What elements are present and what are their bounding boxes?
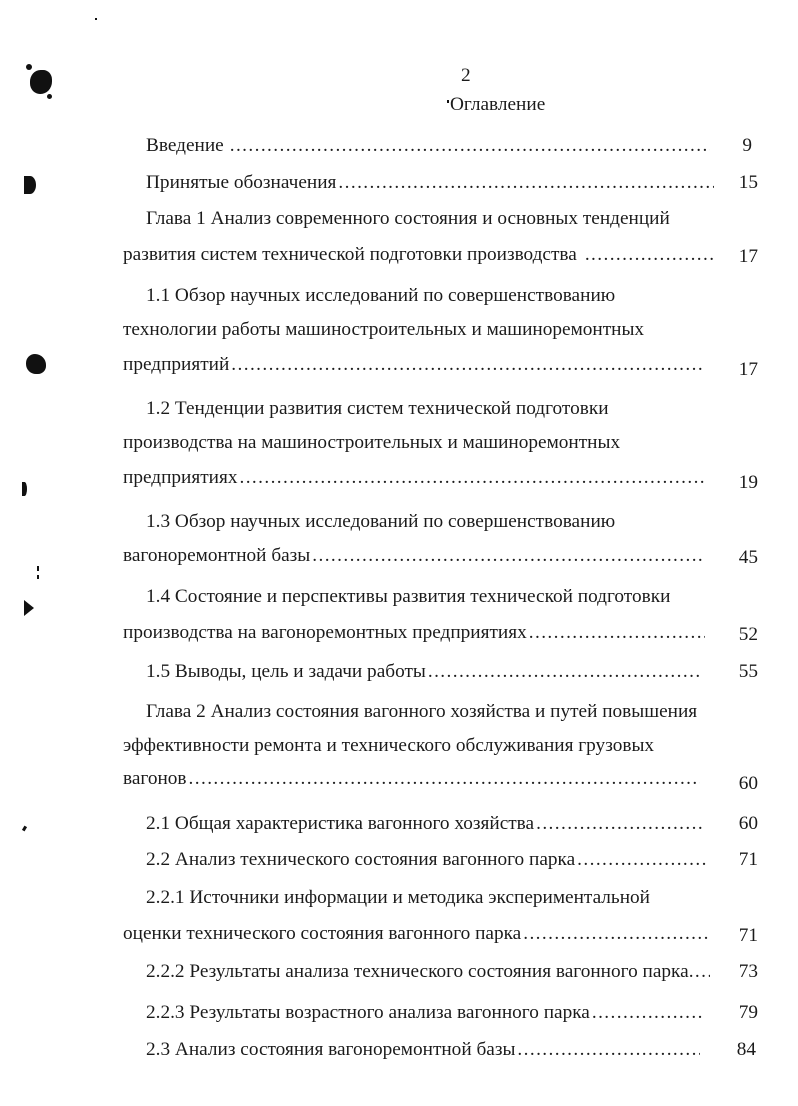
toc-page-number: 84	[736, 1039, 756, 1060]
page-number: 2	[461, 65, 471, 86]
toc-page-number: 9	[742, 135, 752, 156]
scan-speck	[447, 100, 449, 103]
dot-leader	[230, 135, 710, 157]
toc-entry-text: оценки технического состояния вагонного парка	[123, 923, 522, 944]
dot-leader	[523, 923, 708, 945]
toc-entry-line	[146, 813, 702, 835]
toc-entry-text: вагоноремонтной базы	[123, 545, 311, 566]
scan-blot	[24, 176, 36, 194]
toc-page-number: 60	[738, 813, 758, 834]
toc-page-number: 17	[738, 246, 758, 267]
toc-entry-text: эффективности ремонта и технического обслуживания грузовых	[123, 735, 655, 756]
toc-entry-line	[123, 768, 700, 790]
toc-page-number: 71	[738, 925, 758, 946]
toc-entry-text: Принятые обозначения	[146, 172, 337, 193]
dot-leader	[592, 1002, 702, 1024]
toc-entry-text: 2.2.3 Результаты возрастного анализа вагонного парка	[146, 1002, 590, 1023]
toc-entry-text: 1.2 Тенденции развития систем технической подготовки	[146, 398, 609, 419]
toc-entry-text: вагонов	[123, 768, 187, 789]
toc-entry-text: 1.4 Состояние и перспективы развития технической подготовки	[146, 586, 671, 607]
toc-entry-line	[146, 661, 700, 683]
toc-entry-text: 2.3 Анализ состояния вагоноремонтной базы	[146, 1039, 516, 1060]
toc-entry-line	[123, 354, 705, 376]
toc-entry-text: Введение	[146, 135, 224, 156]
toc-entry-text: 2.2.2 Результаты анализа технического состояния вагонного парка	[146, 961, 689, 982]
toc-entry-text: технологии работы машиностроительных и машиноремонтных	[123, 319, 645, 340]
scan-blot	[24, 600, 34, 616]
dot-leader	[529, 622, 705, 644]
toc-entry-line	[146, 172, 714, 194]
toc-entry-line	[146, 961, 710, 983]
toc-entry-text: развития систем технической подготовки производства	[123, 244, 577, 265]
toc-entry-text: 2.2.1 Источники информации и методика экспериментальной	[146, 887, 650, 908]
toc-entry-line	[123, 622, 705, 644]
toc-page-number: 15	[738, 172, 758, 193]
dot-leader	[338, 172, 714, 194]
toc-page-number: 19	[738, 472, 758, 493]
dot-leader	[536, 813, 702, 835]
toc-entry-text: Глава 2 Анализ состояния вагонного хозяйства и путей повышения	[146, 701, 698, 722]
toc-entry-line	[123, 545, 703, 567]
scan-speck	[95, 18, 97, 20]
scan-speck	[37, 566, 39, 571]
scan-blot	[26, 354, 46, 374]
toc-entry-text: предприятий	[123, 354, 230, 375]
scan-blot	[30, 70, 52, 94]
toc-entry-line	[123, 467, 706, 489]
toc-entry-line	[146, 849, 708, 871]
toc-entry-line	[123, 923, 708, 945]
toc-page-number: 60	[738, 773, 758, 794]
dot-leader	[689, 961, 710, 983]
toc-entry-line	[146, 1039, 700, 1061]
toc-page-number: 55	[738, 661, 758, 682]
dot-leader	[428, 661, 700, 683]
toc-title: Оглавление	[450, 94, 546, 115]
toc-entry-line	[146, 1002, 702, 1024]
toc-page-number: 52	[738, 624, 758, 645]
toc-entry-line	[146, 135, 710, 157]
dot-leader	[239, 467, 706, 489]
scan-blot	[47, 94, 52, 99]
toc-page-number: 79	[738, 1002, 758, 1023]
scan-blot	[22, 482, 27, 496]
toc-entry-text: 1.3 Обзор научных исследований по совершенствованию	[146, 511, 616, 532]
toc-entry-text: производства на машиностроительных и машиноремонтных	[123, 432, 621, 453]
toc-entry-text: 2.1 Общая характеристика вагонного хозяйства	[146, 813, 535, 834]
dot-leader	[189, 768, 700, 790]
dot-leader	[577, 849, 708, 871]
toc-page-number: 45	[738, 547, 758, 568]
toc-entry-text: Глава 1 Анализ современного состояния и основных тенденций	[146, 208, 670, 229]
toc-entry-text: 2.2 Анализ технического состояния вагонного парка	[146, 849, 576, 870]
toc-page-number: 71	[738, 849, 758, 870]
dot-leader	[585, 244, 713, 266]
scan-blot	[26, 64, 32, 70]
toc-page-number: 73	[738, 961, 758, 982]
toc-entry-line	[123, 244, 713, 266]
scan-speck	[22, 826, 27, 832]
toc-page-number: 17	[738, 359, 758, 380]
toc-entry-text: 1.5 Выводы, цель и задачи работы	[146, 661, 426, 682]
dot-leader	[312, 545, 703, 567]
dot-leader	[231, 354, 705, 376]
toc-entry-text: производства на вагоноремонтных предприятиях	[123, 622, 527, 643]
toc-entry-text: 1.1 Обзор научных исследований по совершенствованию	[146, 285, 616, 306]
scan-speck	[37, 575, 39, 579]
dot-leader	[517, 1039, 700, 1061]
toc-entry-text: предприятиях	[123, 467, 238, 488]
